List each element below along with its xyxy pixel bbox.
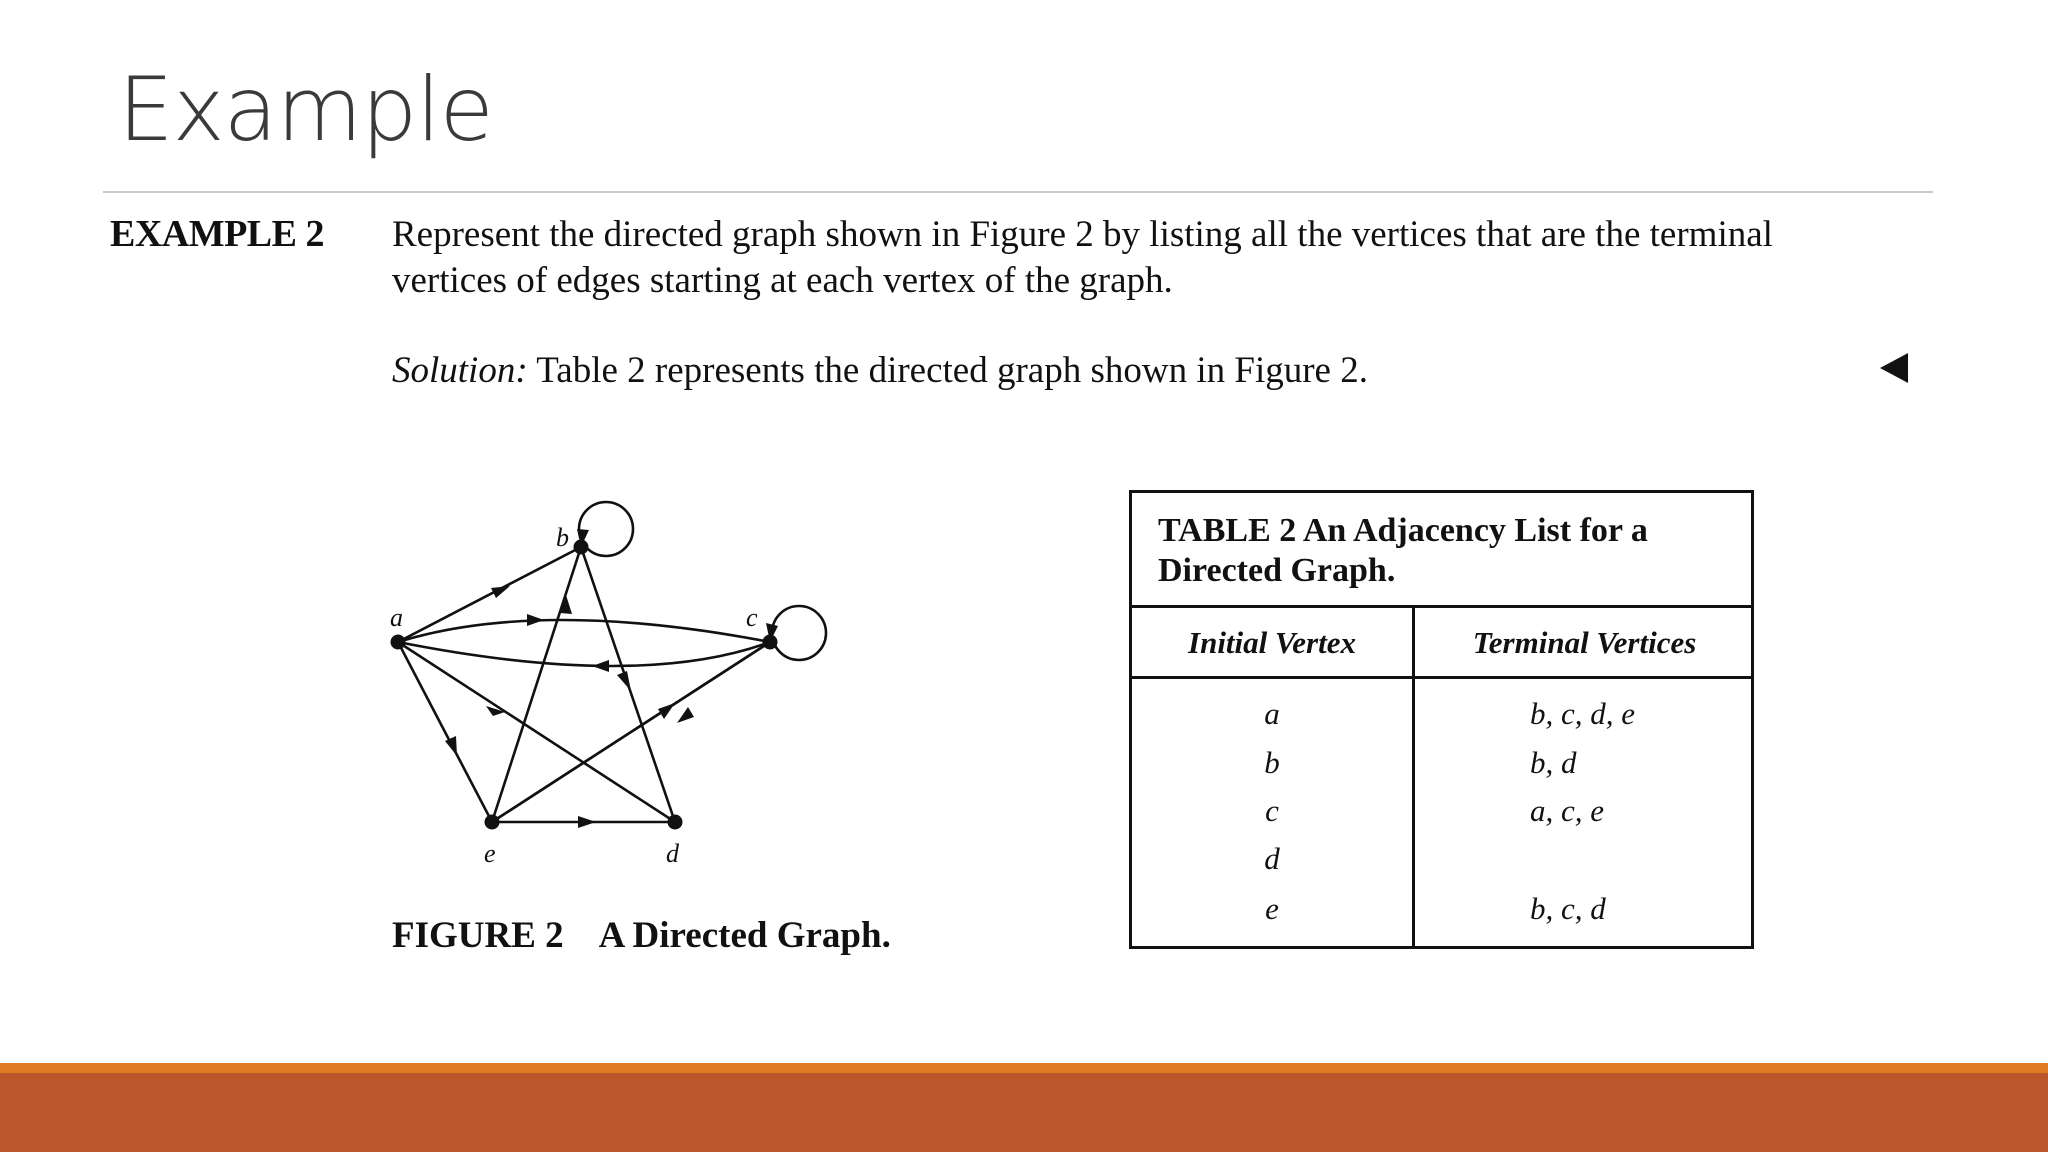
terminal-vertices-cell: a, c, e: [1530, 793, 1605, 828]
figure-caption: FIGURE 2 A Directed Graph.: [392, 915, 891, 956]
title-divider: [103, 191, 1933, 193]
table-row: [1132, 696, 1751, 746]
footer-band: [0, 1073, 2048, 1152]
table-row: [1132, 841, 1751, 891]
example-statement-line1: Represent the directed graph shown in Figure 2 by listing all the vertices that are the terminal: [392, 214, 1773, 255]
adjacency-table: [1129, 490, 1754, 949]
vertex-e: [485, 815, 500, 830]
initial-vertex-cell: d: [1264, 841, 1280, 876]
example-statement-line2: vertices of edges starting at each vertex of the graph.: [392, 260, 1173, 301]
edge-c-e: [492, 642, 770, 822]
table-rule-top: [1132, 605, 1751, 608]
table-rule-header: [1132, 676, 1751, 679]
arrow-c-e: [677, 707, 694, 723]
initial-vertex-cell: c: [1265, 793, 1279, 828]
edge-c-a: [398, 642, 770, 666]
directed-graph-figure: [370, 480, 850, 880]
terminal-vertices-cell: b, d: [1530, 745, 1577, 780]
vertex-c: [763, 635, 778, 650]
table-header-terminal: Terminal Vertices: [1472, 625, 1697, 660]
edge-arrowheads: [391, 529, 779, 830]
arrow-b-d: [617, 671, 631, 691]
arrow-a-e: [445, 736, 457, 756]
table-header-initial: Initial Vertex: [1188, 625, 1356, 660]
vertex-label-d: d: [666, 839, 679, 868]
solution-label: Solution:: [392, 350, 528, 391]
edge-a-e: [398, 642, 492, 822]
table-caption-line1: TABLE 2 An Adjacency List for a: [1158, 512, 1648, 549]
vertex-a: [391, 635, 406, 650]
terminal-vertices-cell: b, c, d: [1530, 891, 1606, 926]
initial-vertex-cell: b: [1264, 745, 1280, 780]
table-row: [1132, 793, 1751, 843]
solution-text: Table 2 represents the directed graph shown in Figure 2.: [527, 350, 1368, 391]
arrow-e-c: [658, 703, 675, 719]
arrow-c-a: [592, 660, 609, 672]
table-row: [1132, 891, 1751, 941]
arrow-a-b: [491, 586, 510, 598]
vertex-label-c: c: [746, 603, 758, 632]
footer-accent-stripe: [0, 1063, 2048, 1073]
initial-vertex-cell: a: [1264, 696, 1280, 731]
vertex-b: [574, 540, 589, 555]
table-caption-line2: Directed Graph.: [1158, 552, 1396, 589]
vertex-label-e: e: [484, 839, 496, 868]
arrow-a-c: [527, 614, 544, 626]
edge-a-d: [398, 642, 675, 822]
table-row: [1132, 745, 1751, 795]
vertex-d: [668, 815, 683, 830]
terminal-vertices-cell: b, c, d, e: [1530, 696, 1636, 731]
vertex-label-a: a: [390, 603, 403, 632]
loop-c: [772, 606, 826, 660]
example-statement: [392, 212, 1932, 304]
table-caption: [1158, 511, 1738, 591]
initial-vertex-cell: e: [1265, 891, 1279, 926]
example-label: EXAMPLE 2: [110, 213, 324, 255]
edge-a-c: [398, 620, 770, 642]
slide-title: Example: [118, 58, 493, 161]
solution-paragraph: [392, 348, 1932, 394]
arrow-e-d: [578, 816, 596, 828]
end-of-example-icon: [1880, 353, 1908, 383]
vertex-label-b: b: [556, 523, 569, 552]
